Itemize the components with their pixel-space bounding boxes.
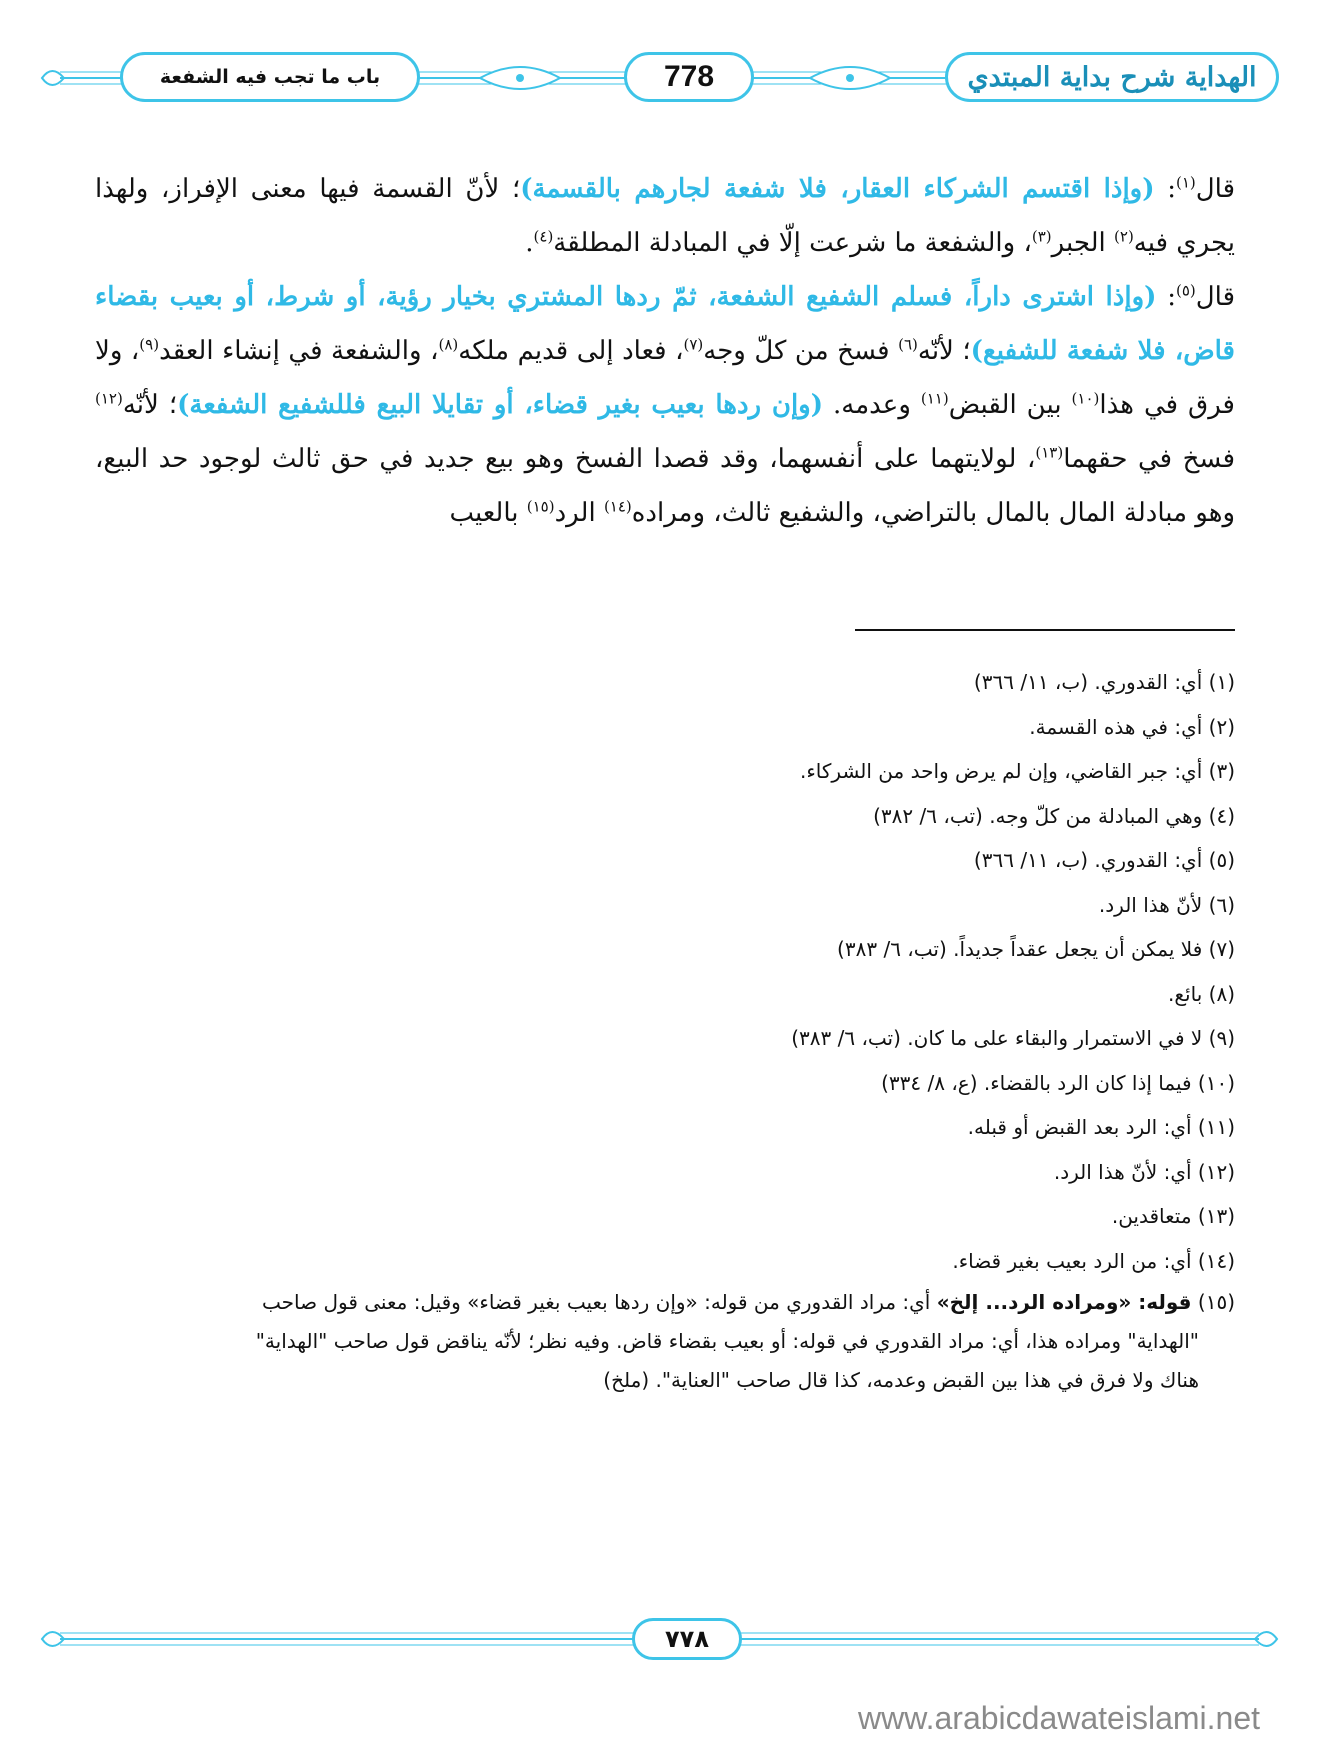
footnote-8: (٨) بائع.: [1168, 981, 1235, 1006]
footnote-ref: (٥): [1175, 281, 1196, 300]
footnote-ref: (١٠): [1071, 389, 1100, 408]
footnote-4: (٤) وهي المبادلة من كلّ وجه. (تب، ٦/ ٣٨٢): [873, 803, 1235, 828]
footnote-15: (١٥) قوله: «ومراده الرد... إلخ» أي: مراد القدوري من قوله: «وإن ردها بعيب بغير قضاء» وقيل: معنى قول صاحب "الهداية" ومراده هذا، أي: مراد القدوري في قوله: أو بعيب بقضاء قاض. وفيه نظر؛ لأنّه يناقض قول صاحب "الهداية" هناك ولا فرق في هذا بين القبض وعدمه، كذا قال صاحب "العناية". (ملخ): [95, 1283, 1235, 1328]
footnote-ref: (١٤): [603, 497, 632, 516]
footnote-2: (٢) أي: في هذه القسمة.: [1029, 714, 1235, 739]
chapter-title: باب ما تجب فيه الشفعة: [159, 66, 381, 88]
footer-page-number-box: [632, 1618, 742, 1660]
page-number-box: [624, 52, 754, 102]
footnote-ref: (٩): [139, 335, 160, 354]
book-title-box: [945, 52, 1279, 102]
watermark-url: www.arabicdawateislami.net: [858, 1700, 1260, 1736]
footer-page-number: ٧٧٨: [665, 1625, 709, 1653]
footnote-13: (١٣) متعاقدين.: [1111, 1204, 1235, 1228]
footnotes: [95, 660, 1235, 1392]
footnote-ref: (٨): [438, 335, 459, 354]
footnote-ref: (٣): [1031, 227, 1052, 246]
footnote-7: (٧) فلا يمكن أن يجعل عقداً جديداً. (تب، ٦/ ٣٨٣): [837, 937, 1235, 961]
footnote-3: (٣) أي: جبر القاضي، وإن لم يرض واحد من الشركاء.: [800, 759, 1235, 783]
footnote-ref: (٢): [1114, 227, 1134, 246]
chapter-title-box: [120, 52, 420, 102]
footnote-15-line-2: "الهداية" ومراده هذا، أي: مراد القدوري في قوله: أو بعيب بقضاء قاض. وفيه نظر؛ لأنّه يناقض قول صاحب "الهداية": [255, 1329, 1199, 1353]
footnote-ref: (٦): [898, 335, 918, 354]
footnote-ref: (١٣): [1035, 443, 1064, 462]
matn-quote: (وإن ردها بعيب بغير قضاء، أو تقايلا البيع فللشفيع الشفعة): [177, 390, 824, 420]
footnote-6: (٦) لأنّ هذا الرد.: [1098, 892, 1235, 917]
footnote-divider: [855, 629, 1235, 631]
matn-quote: (وإذا اشترى داراً، فسلم الشفيع الشفعة، ثمّ ردها المشتري بخيار رؤية، أو شرط، أو بعيب بقضاء قاض، فلا شفعة للشفيع): [95, 282, 1235, 366]
footnote-1: (١) أي: القدوري. (ب، ١١/ ٣٦٦): [973, 670, 1235, 694]
footnote-10: (١٠) فيما إذا كان الرد بالقضاء. (ع، ٨/ ٣٣٤): [881, 1070, 1235, 1095]
matn-quote: (وإذا اقتسم الشركاء العقار، فلا شفعة لجارهم بالقسمة): [520, 174, 1155, 204]
book-title: الهداية شرح بداية المبتدي: [967, 61, 1257, 93]
footnote-ref: (١١): [920, 389, 949, 408]
paragraph-2: قال$^{(٥)}$: (وإذا اشترى داراً، فسلم الشفيع الشفعة، ثمّ ردها المشتري بخيار رؤية، أو شرط، أو بعيب بقضاء قاض، فلا شفعة للشفيع)؛ لأنّه$^{(٦)}$ فسخ من كلّ وجه$^{(٧)}$، فعاد إلى قديم ملكه$^{(٨)}$، والشفعة في إنشاء العقد$^{(٩)}$، ولا فرق في هذا$^{(١٠)}$ بين القبض$^{(١١)}$ وعدمه. (وإن ردها بعيب بغير قضاء، أو تقايلا البيع فللشفيع الشفعة)؛ لأنّه$^{(١٢)}$ فسخ في حقهما$^{(١٣)}$، لولايتهما على أنفسهما، وقد قصدا الفسخ وهو بيع جديد في حق ثالث لوجود حد البيع، وهو مبادلة المال بالمال بالتراضي، والشفيع ثالث، ومراده$^{(١٤)}$ الرد$^{(١٥)}$ بالعيب: [95, 281, 1235, 528]
page-footer: [40, 1612, 1279, 1672]
main-text: [95, 162, 1235, 540]
footnote-9: (٩) لا في الاستمرار والبقاء على ما كان. (تب، ٦/ ٣٨٣): [791, 1026, 1235, 1050]
paragraph-1: قال$^{(١)}$: (وإذا اقتسم الشركاء العقار، فلا شفعة لجارهم بالقسمة)؛ لأنّ القسمة فيها معنى الإفراز، ولهذا يجري فيه$^{(٢)}$ الجبر$^{(٣)}$، والشفعة ما شرعت إلّا في المبادلة المطلقة$^{(٤)}$.: [95, 173, 1235, 258]
footnote-ref: (١): [1175, 173, 1196, 192]
page-number: 778: [663, 60, 715, 93]
footnote-14: (١٤) أي: من الرد بعيب بغير قضاء.: [952, 1248, 1235, 1273]
footnote-15-lead: قوله: «ومراده الرد... إلخ»: [936, 1290, 1192, 1314]
footnote-5: (٥) أي: القدوري. (ب، ١١/ ٣٦٦): [973, 848, 1235, 872]
footnote-ref: (١٢): [95, 389, 123, 408]
footnote-ref: (٤): [533, 227, 554, 246]
footnote-ref: (٧): [683, 335, 704, 354]
footnote-12: (١٢) أي: لأنّ هذا الرد.: [1053, 1159, 1235, 1184]
page-header: [40, 44, 1279, 112]
footnote-ref: (١٥): [526, 497, 555, 516]
footnote-15-line-3: هناك ولا فرق في هذا بين القبض وعدمه، كذا قال صاحب "العناية". (ملخ): [603, 1368, 1199, 1392]
footnote-11: (١١) أي: الرد بعد القبض أو قبله.: [967, 1115, 1235, 1139]
